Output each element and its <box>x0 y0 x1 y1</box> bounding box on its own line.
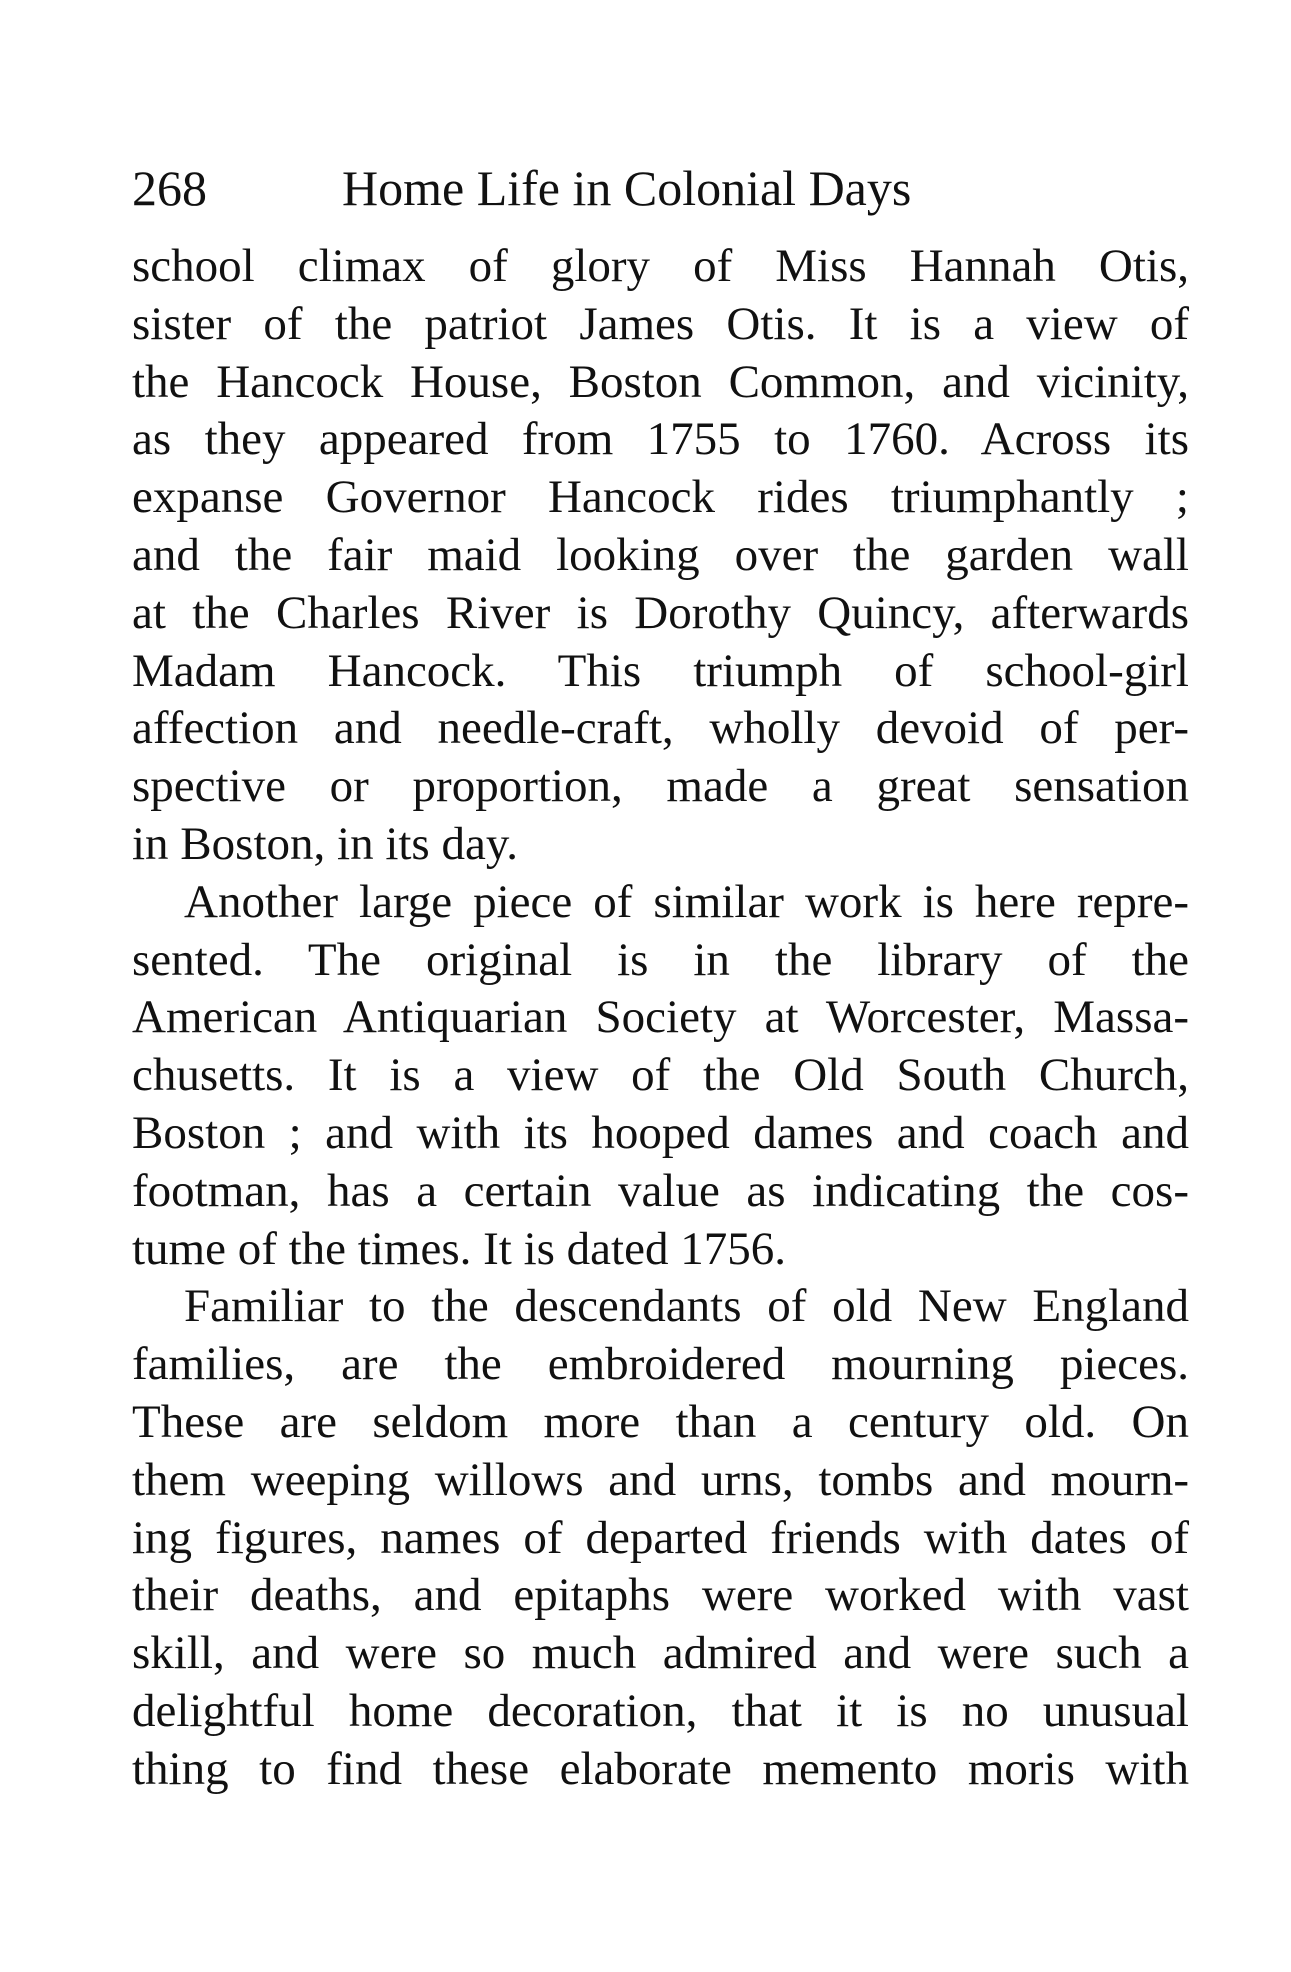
running-title: Home Life in Colonial Days <box>342 160 912 216</box>
text-line: at the Charles River is Dorothy Quincy, afterwards <box>132 586 1189 639</box>
text-line: their deaths, and epitaphs were worked with vast <box>132 1569 1189 1622</box>
text-line: affection and needle-craft, wholly devoid of per- <box>132 702 1189 755</box>
text-line: skill, and were so much admired and were such a <box>132 1627 1189 1680</box>
text-line: families, are the embroidered mourning pieces. <box>132 1338 1189 1391</box>
text-line: These are seldom more than a century old. On <box>132 1395 1189 1448</box>
text-line: the Hancock House, Boston Common, and vicinity, <box>132 355 1189 408</box>
text-line: tume of the times. It is dated 1756. <box>132 1222 786 1275</box>
text-line: ing figures, names of departed friends with dates of <box>132 1511 1189 1564</box>
text-line: sister of the patriot James Otis. It is a view of <box>132 297 1189 350</box>
text-line: delightful home decoration, that it is no unusual <box>132 1684 1189 1737</box>
paragraph-2 <box>132 874 1189 1279</box>
text-line: sented. The original is in the library of the <box>132 933 1189 986</box>
text-line: thing to find these elaborate memento moris with <box>132 1742 1189 1795</box>
text-line: Boston ; and with its hooped dames and coach and <box>132 1106 1189 1159</box>
running-head <box>132 158 911 218</box>
text-line: school climax of glory of Miss Hannah Otis, <box>132 240 1189 292</box>
text-line: Madam Hancock. This triumph of school-girl <box>132 644 1189 697</box>
text-line: spective or proportion, made a great sensation <box>132 760 1189 813</box>
text-line: footman, has a certain value as indicating the cos- <box>132 1164 1189 1217</box>
text-line: in Boston, in its day. <box>132 817 519 870</box>
paragraph-3 <box>132 1278 1189 1798</box>
text-line: them weeping willows and urns, tombs and mourn- <box>132 1453 1189 1506</box>
text-line: as they appeared from 1755 to 1760. Across its <box>132 413 1189 466</box>
page-number: 268 <box>132 160 207 216</box>
text-line: expanse Governor Hancock rides triumphantly ; <box>132 471 1189 524</box>
text-line: chusetts. It is a view of the Old South Church, <box>132 1049 1189 1102</box>
text-line: and the fair maid looking over the garden wall <box>132 528 1189 581</box>
body-text <box>132 238 1189 1799</box>
text-line: Familiar to the descendants of old New England <box>184 1280 1189 1333</box>
text-line: Another large piece of similar work is here repre- <box>184 875 1189 928</box>
paragraph-1 <box>132 238 1189 874</box>
text-line: American Antiquarian Society at Worcester, Massa- <box>132 991 1189 1044</box>
